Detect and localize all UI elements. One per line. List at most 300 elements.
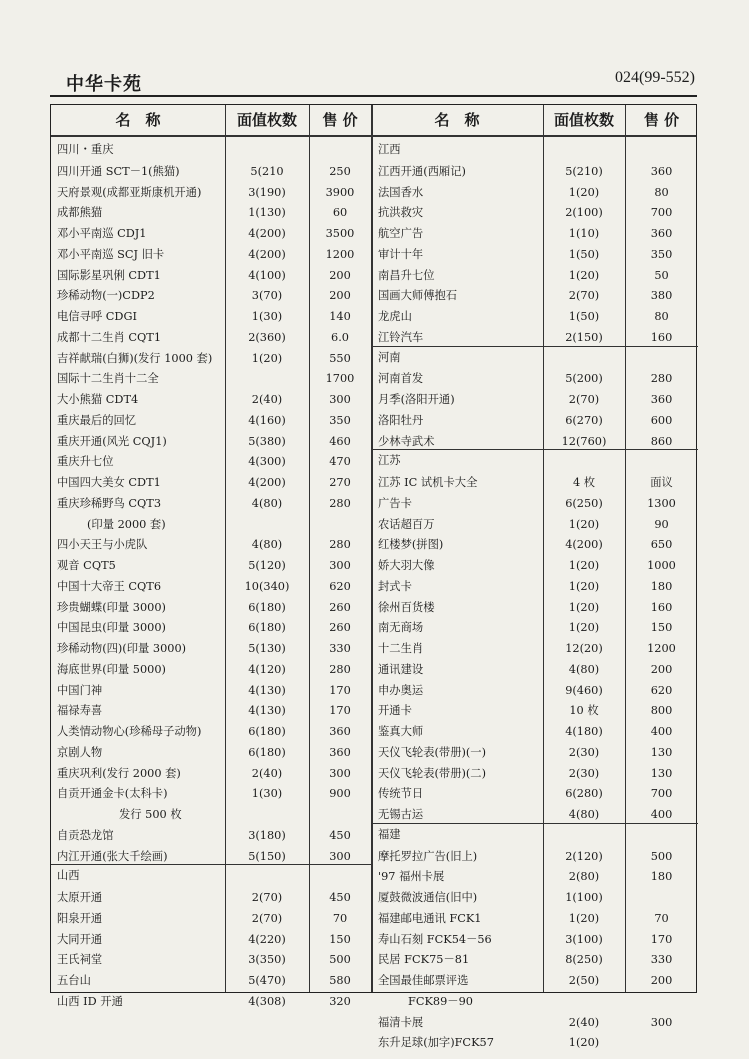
table-row [51,949,371,970]
item-price: 380 [650,289,673,303]
item-price: 620 [329,579,351,593]
item-price: 90 [654,517,669,531]
item-qty: 1(10) [568,227,600,240]
item-qty: 5(120) [248,559,286,572]
item-price: 800 [650,704,673,718]
item-name: 重庆巩利(发行 2000 套) [57,766,181,780]
item-qty: 10(340) [244,579,290,593]
item-name: 通讯建设 [378,662,424,676]
item-price: 130 [650,766,673,780]
section-heading: 山西 [57,869,80,883]
item-name: 中国门神 [57,683,103,697]
table-row [51,597,371,618]
item-price: 200 [329,268,351,282]
section-rule [372,823,698,824]
item-name: '97 福州卡展 [378,870,445,884]
item-name: 四川开通 SCT－1(熊猫) [57,164,180,178]
item-price: 160 [650,600,673,614]
table-row [51,783,371,804]
item-qty: 2(40) [251,766,283,780]
item-name: 福建邮电通讯 FCK1 [378,911,482,925]
item-qty: 1(20) [568,911,600,925]
item-name: 大同开通 [57,932,103,946]
item-name: 航空广告 [378,227,424,240]
item-qty: 2(50) [568,974,600,987]
table-row [372,265,698,286]
item-price: 450 [329,828,351,842]
table-row [51,265,371,286]
item-qty: 1(20) [568,600,600,614]
section-rule [51,864,371,865]
item-name: 珍稀动物(一)CDP2 [57,289,155,303]
table-row [372,763,698,784]
item-qty: 2(80) [568,870,600,884]
table-row [372,555,698,576]
table-row [372,410,698,431]
table-row [372,1012,698,1033]
item-price: 180 [650,579,673,593]
item-price: 面议 [650,476,673,489]
item-qty: 4(80) [251,496,283,510]
table-row [51,161,371,182]
item-qty: 6(180) [248,745,286,759]
item-qty: 1(20) [568,185,600,199]
table-row [51,327,371,348]
table-row [372,244,698,265]
item-qty: 2(70) [251,891,283,904]
item-price: 70 [654,911,669,925]
col-header-qty-right: 面值枚数 [553,111,614,129]
table-row [372,597,698,618]
item-price: 400 [650,725,673,738]
item-price: 250 [329,164,351,178]
item-price: 470 [329,455,351,469]
item-name: 全国最佳邮票评选 [378,974,469,987]
table-row [51,244,371,265]
item-price: 450 [329,891,351,904]
section-heading: 江西 [378,143,401,156]
table-row [51,368,371,389]
item-name: 龙虎山 [378,310,412,323]
item-price: 600 [650,413,673,427]
item-name: FCK89－90 [408,994,473,1008]
item-name: 珍稀动物(四)(印量 3000) [57,642,187,655]
item-name: 法国香水 [378,185,424,199]
item-price: 170 [650,932,673,946]
table-row [51,763,371,784]
table-row [51,285,371,306]
item-qty: 2(40) [568,1015,600,1029]
item-qty: 4(200) [248,247,286,261]
item-price: 280 [650,372,673,386]
item-name: 摩托罗拉广告(旧上) [378,849,478,863]
item-price: 360 [650,393,673,406]
table-row [372,887,698,908]
table-row [372,182,698,203]
item-qty: 1(20) [568,517,600,531]
table-row [372,368,698,389]
item-name: 审计十年 [378,247,424,261]
item-qty: 12(760) [561,434,607,448]
item-qty: 4(130) [248,683,286,697]
item-qty: 2(30) [568,766,600,780]
item-price: 280 [329,538,351,552]
item-price: 80 [654,310,669,323]
item-price: 50 [654,268,669,282]
table-row [51,451,371,472]
item-qty: 5(380) [248,434,286,448]
item-name: 封式卡 [378,579,412,593]
item-name: 吉祥献瑞(白狮)(发行 1000 套) [57,351,213,365]
item-price: 170 [329,704,351,718]
item-price: 620 [650,683,673,697]
table-row [372,389,698,410]
item-price: 160 [650,330,673,344]
item-name: 开通卡 [378,704,412,718]
item-qty: 6(180) [248,600,286,614]
col-header-name-left: 名 称 [115,111,161,129]
item-name: 内江开通(张大千绘画) [57,849,168,863]
item-qty: 4(180) [565,725,603,738]
table-row [51,493,371,514]
table-row [51,908,371,929]
item-qty: 5(130) [248,642,286,655]
item-qty: 1(20) [568,1036,600,1050]
item-price: 80 [654,185,669,199]
item-name: 农话超百万 [378,517,435,531]
table-row [51,991,371,1012]
item-name: 重庆升七位 [57,455,114,469]
table-row [372,285,698,306]
header-rule [50,95,697,97]
item-price: 150 [329,932,351,946]
item-qty: 4(200) [248,227,286,240]
item-qty: 1(20) [568,579,600,593]
item-name: 自贡恐龙馆 [57,828,114,842]
item-qty: 9(460) [565,683,603,697]
item-name: 邓小平南巡 SCJ 旧卡 [57,247,165,261]
item-qty: 4(130) [248,704,286,718]
item-name: 海底世界(印量 5000) [57,662,166,676]
item-qty: 1(130) [248,206,286,220]
item-qty: 4(100) [248,268,286,282]
item-price: 1200 [325,247,355,261]
item-name: 少林寺武术 [378,434,435,448]
item-name: 东升足球(加字)FCK57 [378,1036,494,1050]
item-qty: 4(80) [251,538,283,552]
table-row [372,721,698,742]
item-qty: 1(20) [568,621,600,635]
item-qty: 2(360) [248,330,286,344]
table-row [372,991,698,1012]
table-row [372,970,698,991]
item-name: 自贡开通金卡(太科卡) [57,787,168,801]
item-name: 阳泉开通 [57,911,103,925]
item-price: 70 [332,911,348,925]
item-name: 中国昆虫(印量 3000) [57,621,166,635]
table-row [51,431,371,452]
table-row [372,223,698,244]
item-price: 900 [329,787,351,801]
item-price: 650 [650,538,673,552]
item-name: 重庆珍稀野鸟 CQT3 [57,496,162,510]
item-price: 170 [329,683,351,697]
table-row [51,514,371,535]
item-price: 500 [650,849,673,863]
item-price: 360 [650,164,673,178]
item-name: 福清卡展 [378,1015,424,1029]
section-rule [372,346,698,347]
item-name: 山西 ID 开通 [57,994,123,1008]
item-price: 180 [650,870,673,884]
item-name: 国画大师傅抱石 [378,289,458,303]
item-qty: 5(200) [565,372,603,386]
item-name: 洛阳牡丹 [378,413,424,427]
section-rule [372,449,698,450]
table-row [372,514,698,535]
item-name: 人类情动物心(珍稀母子动物) [57,725,202,738]
item-price: 260 [329,621,351,635]
item-qty: 5(210 [250,164,284,178]
table-row [372,617,698,638]
table-row [372,929,698,950]
item-name: 发行 500 枚 [119,808,182,821]
col-header-name-right: 名 称 [434,111,480,129]
item-price: 580 [329,974,351,987]
item-qty: 5(470) [248,974,286,987]
item-price: 400 [650,808,673,821]
table-row [372,161,698,182]
section-heading: 江苏 [378,454,401,468]
item-qty: 4(80) [568,808,600,821]
item-name: 五台山 [57,974,91,987]
table-row [51,929,371,950]
item-qty: 6(180) [248,621,286,635]
item-qty: 1(30) [251,310,283,323]
item-qty: 4(160) [248,413,286,427]
item-price: 460 [329,434,351,448]
item-qty: 6(280) [565,787,603,801]
item-price: 280 [329,662,351,676]
table-row [372,576,698,597]
item-name: 十二生肖 [378,642,424,655]
item-price: 360 [329,745,351,759]
item-name: 无锡古运 [378,808,424,821]
item-name: 月季(洛阳开通) [378,393,455,406]
item-price: 280 [329,496,351,510]
table-row [372,700,698,721]
item-price: 200 [329,289,351,303]
table-row [372,493,698,514]
table-row [51,617,371,638]
item-qty: 4(220) [248,932,286,946]
table-row [372,306,698,327]
table-row [372,783,698,804]
item-qty: 5(150) [248,849,286,863]
item-name: 天府景观(成都亚斯康机开通) [57,185,202,199]
item-qty: 8(250) [565,953,603,967]
col-header-qty-left: 面值枚数 [236,111,297,129]
item-name: 重庆开通(风光 CQJ1) [57,434,167,448]
item-qty: 2(40) [251,393,283,406]
item-price: 360 [650,227,673,240]
item-name: 江铃汽车 [378,330,424,344]
item-name: 福禄寿喜 [57,704,103,718]
item-qty: 4(120) [248,662,286,676]
item-name: 广告卡 [378,496,412,510]
item-name: 成都熊猫 [57,206,103,220]
col-header-price-left: 售 价 [322,111,358,129]
section-heading: 河南 [378,350,401,364]
item-price: 3900 [325,185,355,199]
table-row [372,908,698,929]
item-name: 京剧人物 [57,745,103,759]
item-name: 南无商场 [378,621,424,635]
table-row [51,576,371,597]
item-qty: 4(308) [248,994,286,1008]
header-bottom-rule [51,135,696,137]
item-name: 天仪飞轮表(带册)(一) [378,745,487,759]
table-row [51,389,371,410]
item-price: 150 [650,621,673,635]
item-price: 860 [650,434,673,448]
item-name: 中国十大帝王 CQT6 [57,579,162,593]
table-row [372,472,698,493]
item-price: 270 [329,476,351,489]
item-qty: 4 枚 [572,476,596,489]
item-qty: 3(350) [248,953,286,967]
item-qty: 10 枚 [569,704,599,718]
table-row [51,680,371,701]
table-row [51,306,371,327]
table-row [372,846,698,867]
item-name: 国际影星巩俐 CDT1 [57,268,161,282]
table-row [372,534,698,555]
item-price: 350 [329,413,351,427]
item-qty: 5(210) [565,164,603,178]
section-heading: 福建 [378,827,401,841]
item-price: 500 [329,953,351,967]
item-name: 河南首发 [378,372,424,386]
table-row [51,825,371,846]
item-qty: 4(80) [568,662,600,676]
item-qty: 2(120) [565,849,603,863]
item-name: 太原开通 [57,891,103,904]
item-qty: 1(50) [568,247,600,261]
item-price: 330 [329,642,351,655]
item-qty: 1(100) [565,891,603,904]
item-name: 申办奥运 [378,683,424,697]
item-price: 360 [329,725,351,738]
item-qty: 3(70) [251,289,283,303]
item-qty: 1(30) [251,787,283,801]
table-row [51,700,371,721]
item-name: (印量 2000 套) [87,517,166,531]
table-row [372,659,698,680]
item-name: 江苏 IC 试机卡大全 [378,476,478,489]
item-price: 300 [650,1015,673,1029]
item-name: 红楼梦(拼图) [378,538,444,552]
item-name: 抗洪救灾 [378,206,424,220]
table-row [51,202,371,223]
item-price: 300 [329,766,351,780]
item-price: 330 [650,953,673,967]
item-price: 1200 [647,642,676,655]
item-qty: 3(100) [565,932,603,946]
table-row [51,742,371,763]
item-qty: 1(20) [568,268,600,282]
item-qty: 2(100) [565,206,603,220]
item-name: 王氏祠堂 [57,953,103,967]
table-row [372,742,698,763]
table-row [51,887,371,908]
item-name: 天仪飞轮表(带册)(二) [378,766,487,780]
page-code: 024(99-552) [615,69,695,86]
item-name: 娇大羽大像 [378,559,435,572]
table-row [51,534,371,555]
table-row [51,472,371,493]
item-name: 传统节日 [378,787,424,801]
item-price: 300 [329,849,351,863]
item-price: 6.0 [331,330,349,344]
table-row [51,638,371,659]
item-price: 700 [650,206,673,220]
item-name: 民居 FCK75－81 [378,953,470,967]
table-row [51,659,371,680]
item-name: 四小天王与小虎队 [57,538,148,552]
item-name: 鉴真大师 [378,725,424,738]
item-name: 徐州百货楼 [378,600,435,614]
item-qty: 6(180) [248,725,286,738]
item-price: 1000 [647,559,676,572]
item-name: 珍贵蝴蝶(印量 3000) [57,600,166,614]
col-header-price-right: 售 价 [643,111,680,129]
table-row [51,182,371,203]
item-price: 300 [329,393,351,406]
item-price: 3500 [325,227,355,240]
item-price: 260 [329,600,351,614]
item-name: 电信寻呼 CDGI [57,310,137,323]
item-name: 观音 CQT5 [57,559,116,572]
item-name: 厦鼓微波通信(旧中) [378,891,478,904]
item-qty: 1(50) [568,310,600,323]
item-qty: 3(190) [248,185,286,199]
item-name: 邓小平南巡 CDJ1 [57,227,147,240]
table-row [51,804,371,825]
section-heading: 四川・重庆 [57,143,114,156]
table-row [372,1032,698,1053]
table-row [372,949,698,970]
magazine-title: 中华卡苑 [66,74,142,95]
item-price: 1700 [325,372,355,386]
item-price: 60 [332,206,348,220]
item-qty: 12(20) [565,642,603,655]
item-qty: 2(150) [565,330,603,344]
item-qty: 4(300) [248,455,286,469]
item-name: 中国四大美女 CDT1 [57,476,161,489]
table-row [51,970,371,991]
table-row [372,638,698,659]
table-row [372,202,698,223]
item-price: 200 [650,974,673,987]
price-table [50,104,697,1050]
table-row [372,866,698,887]
table-row [51,348,371,369]
table-row [51,223,371,244]
item-qty: 2(70) [568,289,600,303]
item-price: 140 [329,310,351,323]
item-qty: 6(270) [565,413,603,427]
